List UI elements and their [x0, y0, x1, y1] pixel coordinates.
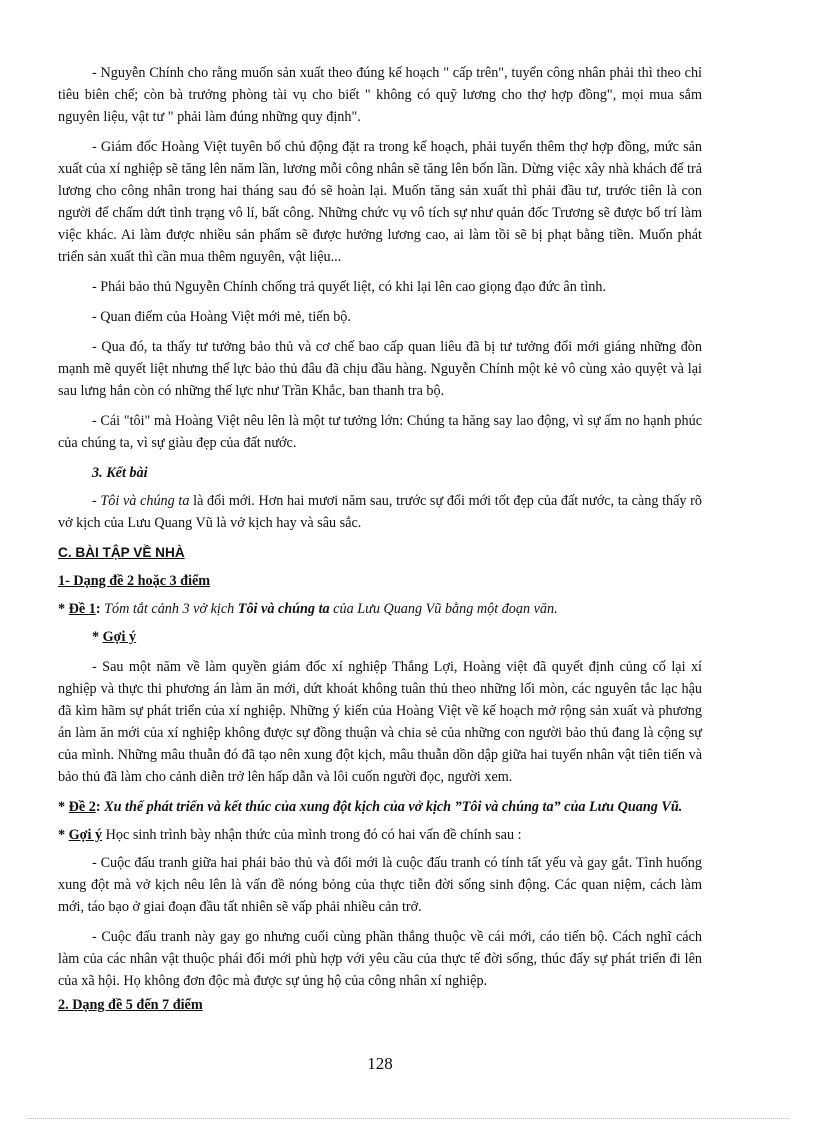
bullet-star: * [58, 799, 69, 815]
exercise-1 [58, 598, 702, 620]
paragraph: - Cuộc đấu tranh giữa hai phái bảo thủ và đổi mới là cuộc đấu tranh có tính tất yếu và gay gắt. Tình huống xung đột mà vở kịch nêu lên là vấn đề nóng bỏng của thực tiễn đời sống sinh động. Các quan niệm, cách làm mới, táo bạo ở giai đoạn đầu tất nhiên sẽ vấp phải nhiều cản trở. [58, 855, 702, 915]
colon: : [95, 799, 105, 815]
exercise-number: Đề 2 [68, 799, 96, 815]
hint-label: Gợi ý [102, 629, 137, 645]
hint-heading [92, 626, 702, 648]
exercise-2 [58, 796, 702, 818]
subsection-heading-dang-2: 2. Dạng đề 5 đến 7 điểm [58, 997, 203, 1013]
bullet-star: * [58, 601, 69, 617]
paragraph: - Qua đó, ta thấy tư tưởng bảo thủ và cơ chế bao cấp quan liêu đã bị tư tưởng đổi mới giáng những đòn mạnh mẽ quyết liệt nhưng thế lực bảo thủ đâu đã chịu đầu hàng. Nguyễn Chính một kẻ vô cùng xảo quyệt và lại sau lưng hắn còn có những thế lực như Trần Khắc, ban thanh tra bộ. [58, 339, 702, 399]
hint-line-2 [58, 824, 702, 846]
exercise-number: Đề 1 [68, 601, 96, 617]
paragraph: - Giám đốc Hoàng Việt tuyên bố chủ động đặt ra trong kế hoạch, phải tuyển thêm thợ hợp đồng, mức sản xuất của xí nghiệp sẽ tăng lên năm lần, lương mỗi công nhân sẽ tăng lên bốn lần. Dừng việc xây nhà khách để trả lương cho công nhân trong hai tháng sau đó sẽ hoàn lại. Muốn tăng sản xuất thì phải đầu tư, trước tiên là con người để chấm dứt tình trạng vô lí, bất công. Những chức vụ vô tích sự như quản đốc Trương sẽ được bố trí làm việc khác. Ai làm được nhiều sản phẩm sẽ được hưởng lương cao, ai làm tồi sẽ bị phạt bằng tiền. Muốn phát triển sản xuất thì cần mua thêm nguyên, vật liệu... [58, 139, 702, 265]
colon: : [95, 601, 105, 617]
section-heading-c: C. BÀI TẬP VỀ NHÀ [58, 545, 185, 560]
exercise-text-end: của Lưu Quang Vũ bằng một đoạn văn. [329, 601, 558, 617]
hint-label: Gợi ý [68, 827, 103, 843]
exercise-text: Tóm tắt cảnh 3 vở kịch [104, 601, 238, 617]
bullet-star: * [58, 827, 69, 843]
page-bottom-rule [28, 1118, 788, 1119]
exercise-work-title: Tôi và chúng ta [237, 601, 330, 617]
ket-bai-paragraph [58, 490, 702, 534]
paragraph: - Quan điểm của Hoàng Việt mới mẻ, tiến bộ. [92, 309, 351, 325]
paragraph: - Phái bảo thủ Nguyễn Chính chống trả quyết liệt, có khi lại lên cao giọng đạo đức ân tình. [92, 279, 606, 295]
exercise-text: Xu thế phát triển và kết thúc của xung đột kịch của vở kịch ”Tôi và chúng ta” của Lưu Quang Vũ. [104, 799, 683, 815]
ket-bai-heading: 3. Kết bài [92, 465, 148, 481]
document-page [58, 62, 702, 1022]
hint-text: Học sinh trình bày nhận thức của mình trong đó có hai vấn đề chính sau : [102, 827, 522, 843]
subsection-heading-dang-1: 1- Dạng đề 2 hoặc 3 điểm [58, 573, 211, 589]
paragraph: - Cuộc đấu tranh này gay go nhưng cuối cùng phần thắng thuộc về cái mới, cáo tiến bộ. Cách nghĩ cách làm của các nhân vật thuộc phái đổi mới phù hợp với yêu cầu của thực tế đời sống, thúc đẩy sự phát triển đi lên của xã hội. Họ không đơn độc mà được sự ủng hộ của công nhân xí nghiệp. [58, 929, 702, 989]
paragraph: - Cái "tôi" mà Hoàng Việt nêu lên là một tư tưởng lớn: Chúng ta hăng say lao động, vì sự ấm no hạnh phúc của chúng ta, vì sự giàu đẹp của đất nước. [58, 413, 702, 451]
ket-bai-text: là đổi mới. Hơn hai mươi năm sau, trước sự đổi mới tốt đẹp của đất nước, ta càng thấy rõ vở kịch của Lưu Quang Vũ là vở kịch hay và sâu sắc. [58, 493, 702, 531]
work-title: Tôi và chúng ta [100, 493, 190, 509]
page-number: 128 [367, 1054, 393, 1073]
hint-paragraph: - Sau một năm về làm quyền giám đốc xí nghiệp Thắng Lợi, Hoàng việt đã quyết định củng cố lại xí nghiệp và thực thi phương án làm ăn mới, dứt khoát không tuân thủ theo những lối mòn, các nguyên tắc lạc hậu đã kìm hãm sự phát triển của xí nghiệp. Những ý kiến của Hoàng Việt về kế hoạch mở rộng sản xuất và phương án làm ăn mới của xí nghiệp không được sự đồng thuận và chia sẻ của những con người bảo thủ đang là cộng sự của mình. Những mâu thuẫn đó đã tạo nên xung đột kịch, mâu thuẫn dồn dập giữa hai tuyến nhân vật tiên tiến và bảo thủ đã làm cho cảnh diễn trở lên hấp dẫn và lôi cuốn người đọc, người xem. [58, 659, 702, 785]
dash: - [92, 493, 101, 509]
paragraph: - Nguyễn Chính cho rằng muốn sản xuất theo đúng kế hoạch " cấp trên", tuyển công nhân phải thì theo chỉ tiêu biên chế; còn bà trưởng phòng tài vụ cho biết " không có quỹ lương cho thợ hợp đồng", mọi mua sắm nguyên liệu, vật tư " phải làm đúng những quy định". [58, 65, 702, 125]
bullet-star: * [92, 629, 103, 645]
